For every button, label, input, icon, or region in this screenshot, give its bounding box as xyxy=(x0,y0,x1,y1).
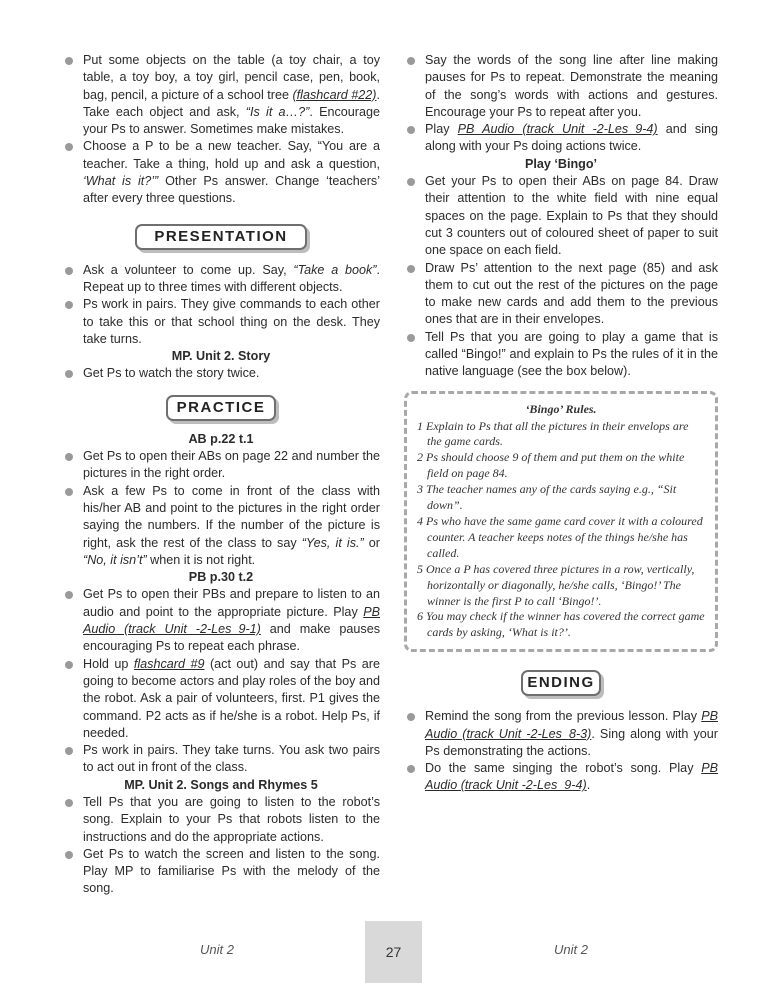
rule-item: 1 Explain to Ps that all the pictures in their envelops are the game cards. xyxy=(417,418,689,449)
left-column xyxy=(62,52,380,898)
italic-phrase: “Yes, it is.” xyxy=(301,535,364,550)
resource-link[interactable]: PB Audio (track Unit -2-Les_9-4) xyxy=(457,122,658,137)
ab-list xyxy=(62,448,380,569)
text-run: and make pauses encouraging Ps to repeat each phrase. xyxy=(83,622,381,654)
rule-item: 3 The teacher names any of the cards saying e.g., “Sit down”. xyxy=(417,482,677,513)
text-run: Do the same singing the robot’s song. Play xyxy=(425,761,702,776)
resource-link[interactable]: PB Audio (track Unit -2-Les_8-3) xyxy=(425,709,718,741)
bullet-item xyxy=(62,742,380,777)
right-column xyxy=(404,52,718,795)
rules-list xyxy=(417,419,705,642)
text-run: Get Ps to open their PBs and prepare to listen to an audio and point to the appropriate picture. Play xyxy=(83,587,380,619)
text-run: Say the words of the song line after line making pauses for Ps to repeat. Demonstrate the meaning of the song’s words with actions and gestures. Encourage your Ps to repeat after you. xyxy=(425,53,718,119)
italic-phrase: “Take a book” xyxy=(293,262,377,277)
rules-title: ‘Bingo’ Rules. xyxy=(525,401,597,416)
text-run: . Take each object and ask, xyxy=(83,87,381,119)
intro-list xyxy=(62,52,380,208)
text-run: Draw Ps’ attention to the next page (85) and ask them to cut out the rest of the pictures on the page to make new cards and add them to the previous ones that are in their envelopes. xyxy=(425,260,718,327)
story-list xyxy=(62,365,380,382)
bullet-item xyxy=(62,483,380,569)
text-run: Play xyxy=(425,122,458,137)
pb-list xyxy=(62,586,380,776)
bullet-item xyxy=(62,846,380,898)
songs-heading: MP. Unit 2. Songs and Rhymes 5 xyxy=(124,777,318,792)
italic-phrase: “No, it isn’t” xyxy=(83,552,147,567)
text-run: Tell Ps that you are going to play a game that is called “Bingo!” and explain to Ps the rules of it in the native language (see the box below). xyxy=(425,329,718,379)
rule-item: 4 Ps who have the same game card cover it with a coloured counter. A teacher keeps notes of the things he/she has called. xyxy=(417,513,703,560)
bullet-item xyxy=(62,262,380,297)
text-run: Remind the song from the previous lesson. Play xyxy=(425,709,702,724)
text-run: . xyxy=(586,778,591,793)
bullet-item xyxy=(62,448,380,483)
rule-item: 2 Ps should choose 9 of them and put them on the white field on page 84. xyxy=(417,450,685,481)
bullet-item xyxy=(62,138,380,207)
text-run: and sing along with your Ps doing actions twice. xyxy=(425,122,718,154)
bullet-item xyxy=(404,121,718,156)
page-number: 27 xyxy=(365,921,422,983)
text-run: Tell Ps that you are going to listen to the robot’s song. Explain to your Ps that robots listen to the instructions and do the appropriate actions. xyxy=(83,794,380,844)
bullet-item xyxy=(62,656,380,742)
text-run: Hold up xyxy=(83,656,134,671)
text-run: Other Ps answer. Change ‘teachers’ after every three questions. xyxy=(83,174,381,206)
text-run: Ask a volunteer to come up. Say, xyxy=(83,262,294,277)
bullet-item xyxy=(404,173,718,259)
text-run: Ps work in pairs. They give commands to each other to take this or that school thing on the desk. They take turns. xyxy=(83,297,380,346)
text-run: Put some objects on the table (a toy chair, a toy table, a toy boy, a toy girl, pencil case, pen, book, bag, pencil, a picture of a school tree xyxy=(83,53,380,102)
bullet-item xyxy=(62,586,380,655)
text-run: Ask a few Ps to come in front of the class with his/her AB and point to the pictures in the right order saying the numbers. If the number of the picture is right, ask the rest of the class to say xyxy=(83,483,380,550)
ab-heading: AB p.22 t.1 xyxy=(188,431,254,446)
bullet-item xyxy=(62,296,380,348)
song-steps-list xyxy=(404,52,718,156)
text-run: Ps work in pairs. They take turns. You ask two pairs to act out in front of the class. xyxy=(83,743,380,775)
text-run: . Repeat up to three times with different objects. xyxy=(83,262,380,294)
footer-unit-left: Unit 2 xyxy=(200,942,234,957)
bullet-item xyxy=(404,708,718,760)
text-run: . Encourage your Ps to answer. Sometimes make mistakes. xyxy=(83,104,380,137)
story-heading: MP. Unit 2. Story xyxy=(171,349,271,364)
text-run: (act out) and say that Ps are going to become actors and play roles of the boy and the robot. Ask a pair of volunteers, first. P1 gives the command. P2 acts as if he/she is a robot. Help Ps, if needed. xyxy=(83,656,381,740)
text-run: or xyxy=(363,535,380,550)
bullet-item xyxy=(62,52,380,138)
text-run: Get Ps to watch the screen and listen to the song. Play MP to familiarise Ps with the melody of the song. xyxy=(83,846,380,896)
resource-link[interactable]: PB Audio (track Unit -2-Les_9-1) xyxy=(83,604,380,637)
bullet-item xyxy=(62,794,380,846)
resource-link[interactable]: PB Audio (track Unit -2-Les_9-4) xyxy=(425,761,718,793)
bullet-item xyxy=(404,760,718,795)
text-run: . Sing along with your Ps demonstrating the actions. xyxy=(425,726,718,758)
footer-unit-right: Unit 2 xyxy=(554,942,588,957)
resource-link[interactable]: (flashcard #22) xyxy=(292,87,377,102)
practice-heading: PRACTICE xyxy=(166,395,276,421)
ending-heading: ENDING xyxy=(521,670,601,696)
bingo-list xyxy=(404,173,718,381)
bullet-item xyxy=(404,52,718,121)
rule-item: 6 You may check if the winner has covered the correct game cards by asking, ‘What is it?’. xyxy=(417,609,705,640)
presentation-heading: PRESENTATION xyxy=(135,224,307,250)
rule-item: 5 Once a P has covered three pictures in a row, vertically, horizontally or diagonally, he/she calls, ‘Bingo!’ The winner is the first P to call ‘Bingo!’. xyxy=(417,561,695,608)
bingo-rules-box xyxy=(404,391,718,653)
bullet-item xyxy=(404,260,718,329)
pb-heading: PB p.30 t.2 xyxy=(188,570,254,585)
bullet-item xyxy=(404,329,718,381)
text-run: Get Ps to watch the story twice. xyxy=(83,366,260,381)
ending-list xyxy=(404,708,718,794)
songs-list xyxy=(62,794,380,898)
text-run: when it is not right. xyxy=(146,552,256,567)
bullet-item xyxy=(62,365,380,382)
italic-phrase: “Is it a…?” xyxy=(245,104,310,119)
presentation-list xyxy=(62,262,380,348)
text-run: Get Ps to open their ABs on page 22 and number the pictures in the right order. xyxy=(83,449,380,481)
text-run: Choose a P to be a new teacher. Say, “You are a teacher. Take a thing, hold up and ask a question, xyxy=(83,139,380,171)
italic-phrase: ‘What is it?’” xyxy=(83,174,159,189)
resource-link[interactable]: flashcard #9 xyxy=(133,656,205,671)
bingo-heading: Play ‘Bingo’ xyxy=(524,156,598,171)
text-run: Get your Ps to open their ABs on page 84. Draw their attention to the white field with nine equal spaces on the page. Explain to Ps that they should cut 3 counters out of coloured sheet of paper to suit one space on each field. xyxy=(425,174,718,258)
